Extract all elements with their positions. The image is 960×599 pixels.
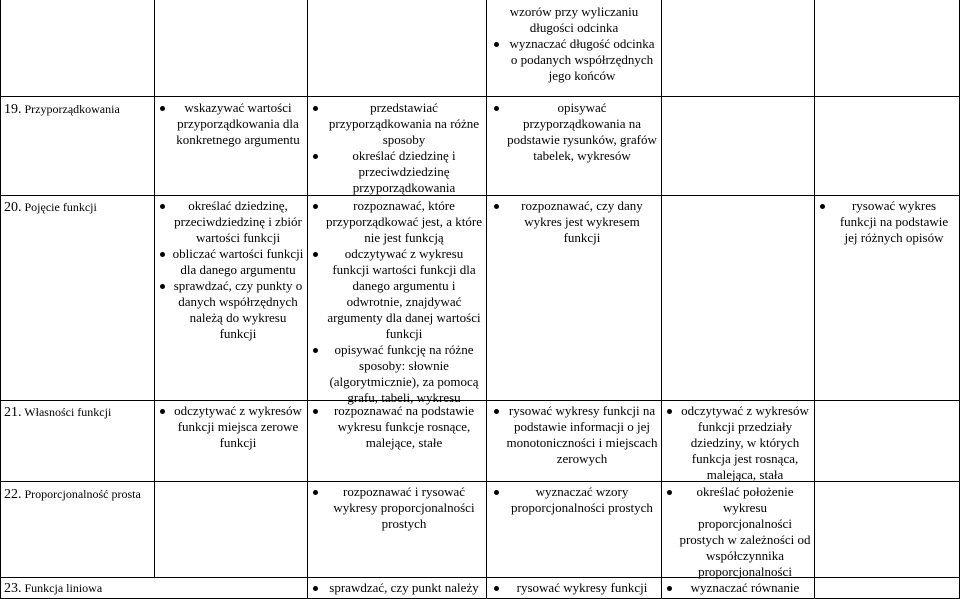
bullet-icon	[494, 204, 499, 209]
cell-r22-c3	[665, 484, 811, 580]
cell-r19-c0	[158, 100, 304, 148]
topic-cell	[4, 200, 152, 215]
cell-r21-c1	[311, 403, 483, 451]
col-divider	[486, 0, 487, 599]
topic-number: 23.	[4, 581, 22, 596]
bullet-icon	[494, 409, 499, 414]
topic-cell	[4, 581, 304, 596]
bullet-icon	[160, 409, 165, 414]
list-item: określać dziedzinę i przeciwdziedzinę przyporządkowania	[311, 148, 483, 196]
bullet-icon	[313, 154, 318, 159]
bullet-icon	[667, 586, 672, 591]
bullet-icon	[313, 348, 318, 353]
bullet-icon	[494, 106, 499, 111]
list-item: wyznaczać wzory proporcjonalności prostych	[490, 484, 658, 516]
bullet-icon	[313, 490, 318, 495]
list-item: odczytywać z wykresów funkcji przedziały dziedziny, w których funkcja jest rosnąca, malejąca, stała	[665, 403, 811, 483]
cell-r21-c3	[665, 403, 811, 483]
bullet-icon	[313, 586, 318, 591]
bullet-icon	[494, 42, 499, 47]
bullet-icon	[494, 490, 499, 495]
topic-title: Pojęcie funkcji	[24, 200, 97, 214]
list-item: rysować wykres funkcji na podstawie jej różnych opisów	[818, 198, 956, 246]
list-item: rysować wykresy funkcji	[490, 580, 658, 596]
list-item: wzorów przy wyliczaniu długości odcinka	[509, 4, 639, 35]
cell-r20-c4	[818, 198, 956, 246]
bullet-icon	[667, 409, 672, 414]
topic-number: 22.	[4, 487, 22, 502]
topic-number: 20.	[4, 200, 22, 215]
cell-r22-c2	[490, 484, 658, 516]
list-item: rysować wykresy funkcji na podstawie informacji o jej monotoniczności i miejscach zerowych	[490, 403, 658, 467]
bullet-icon	[667, 490, 672, 495]
cell-r0-c3	[490, 4, 658, 84]
row-divider	[0, 577, 960, 578]
topic-number: 19.	[4, 102, 22, 117]
cell-r20-c0	[158, 198, 304, 342]
cell-r23-c2	[490, 580, 658, 596]
list-item: rozpoznawać, które przyporządkować jest, a które nie jest funkcją	[311, 198, 483, 246]
list-item: rozpoznawać na podstawie wykresu funkcje rosnące, malejące, stałe	[311, 403, 483, 451]
col-divider	[814, 0, 815, 599]
bullet-icon	[313, 204, 318, 209]
list-item: odczytywać z wykresów funkcji miejsca zerowe funkcji	[158, 403, 304, 451]
list-item: określać położenie wykresu proporcjonalności prostych w zależności od współczynnika proporcjonalności	[665, 484, 811, 580]
list-item: wyznaczać długość odcinka o podanych współrzędnych jego końców	[490, 36, 658, 84]
list-item: określać dziedzinę, przeciwdziedzinę i zbiór wartości funkcji	[158, 198, 304, 246]
bullet-icon	[313, 252, 318, 257]
bullet-icon	[160, 284, 165, 289]
col-divider	[661, 0, 662, 599]
list-item: odczytywać z wykresu funkcji wartości funkcji dla danego argumentu i odwrotnie, znajdywać argumenty dla danej wartości funkcji	[311, 246, 483, 342]
bullet-icon	[160, 252, 165, 257]
cell-r23-c1	[311, 580, 483, 596]
topic-number: 21.	[4, 405, 22, 420]
bullet-icon	[820, 204, 825, 209]
topic-cell	[4, 102, 152, 117]
bullet-icon	[313, 409, 318, 414]
cell-r20-c1	[311, 198, 483, 406]
list-item: wyznaczać równanie	[665, 580, 811, 596]
topic-title: Przyporządkowania	[24, 102, 120, 116]
cell-r22-c1	[311, 484, 483, 532]
list-item: rozpoznawać, czy dany wykres jest wykresem funkcji	[490, 198, 658, 246]
list-item: opisywać przyporządkowania na podstawie rysunków, grafów tabelek, wykresów	[490, 100, 658, 164]
list-item: wskazywać wartości przyporządkowania dla konkretnego argumentu	[158, 100, 304, 148]
topic-title: Funkcja liniowa	[24, 581, 103, 595]
col-divider	[154, 0, 155, 578]
cell-r20-c2	[490, 198, 658, 246]
row-divider	[0, 481, 960, 482]
bullet-icon	[160, 204, 165, 209]
cell-r19-c2	[490, 100, 658, 164]
cell-r21-c0	[158, 403, 304, 451]
list-item: przedstawiać przyporządkowania na różne sposoby	[311, 100, 483, 148]
row-divider	[0, 96, 960, 97]
cell-r21-c2	[490, 403, 658, 467]
col-divider	[307, 0, 308, 599]
bullet-icon	[160, 106, 165, 111]
topic-cell	[4, 405, 152, 420]
bullet-icon	[494, 586, 499, 591]
cell-r23-c3	[665, 580, 811, 596]
list-item: obliczać wartości funkcji dla danego argumentu	[158, 246, 304, 278]
topic-title: Własności funkcji	[24, 405, 112, 419]
bullet-icon	[313, 106, 318, 111]
list-item: sprawdzać, czy punkty o danych współrzędnych należą do wykresu funkcji	[158, 278, 304, 342]
list-item: rozpoznawać i rysować wykresy proporcjonalności prostych	[311, 484, 483, 532]
list-item: sprawdzać, czy punkt należy	[311, 580, 483, 596]
topic-cell	[4, 487, 152, 502]
list-item: opisywać funkcję na różne sposoby: słownie (algorytmicznie), za pomocą grafu, tabeli, wykresu	[311, 342, 483, 406]
topic-title: Proporcjonalność prosta	[24, 487, 141, 501]
cell-r19-c1	[311, 100, 483, 196]
col-divider	[0, 0, 1, 599]
